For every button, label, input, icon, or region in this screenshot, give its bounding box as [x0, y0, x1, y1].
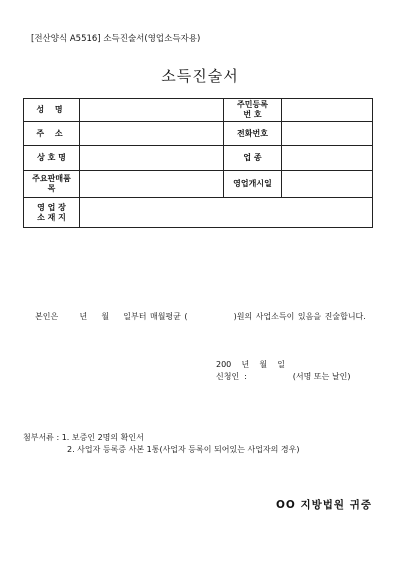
industry-field[interactable]	[282, 146, 373, 171]
business-start-field[interactable]	[282, 171, 373, 198]
address-label: 주 소	[24, 122, 80, 146]
table-row	[24, 171, 373, 198]
phone-label: 전화번호	[224, 122, 282, 146]
attachment-line-1: 첨부서류 : 1. 보증인 2명의 확인서	[23, 433, 144, 442]
court-addressee: OO 지방법원 귀중	[275, 499, 372, 511]
document-title: 소득진술서	[161, 67, 239, 85]
applicant-info-table	[23, 98, 373, 228]
trade-name-field[interactable]	[80, 146, 224, 171]
business-location-label	[24, 198, 80, 228]
main-items-label	[24, 171, 80, 198]
business-location-label-line2: 소 재 지	[37, 212, 66, 222]
table-row	[24, 198, 373, 228]
table-row	[24, 122, 373, 146]
name-label: 성 명	[24, 99, 80, 122]
address-field[interactable]	[80, 122, 224, 146]
resident-number-label-line2: 번 호	[243, 110, 262, 119]
resident-number-label-line1: 주민등록	[237, 100, 268, 109]
date-line: 200 년 월 일	[216, 360, 285, 369]
business-start-label: 영업개시일	[224, 171, 282, 198]
industry-label: 업 종	[224, 146, 282, 171]
declarant-signature-line: 신청인 : (서명 또는 날인)	[216, 372, 351, 381]
name-field[interactable]	[80, 99, 224, 122]
attachment-line-2: 2. 사업자 등록증 사본 1통(사업자 등록이 되어있는 사업자의 경우)	[67, 445, 300, 454]
form-code: [전산양식 A5516] 소득진술서(영업소득자용)	[31, 34, 201, 44]
main-items-label-line1: 주요판매품	[32, 174, 71, 183]
business-location-field[interactable]	[80, 198, 373, 228]
business-location-label-line1: 영 업 장	[37, 202, 66, 212]
table-row	[24, 99, 373, 122]
table-row	[24, 146, 373, 171]
phone-field[interactable]	[282, 122, 373, 146]
trade-name-label: 상 호 명	[24, 146, 80, 171]
resident-number-label	[224, 99, 282, 122]
resident-number-field[interactable]	[282, 99, 373, 122]
main-items-label-line2: 목	[47, 184, 56, 193]
main-items-field[interactable]	[80, 171, 224, 198]
income-statement-text: 본인은 년 월 일부터 매월평균 ( )원의 사업소득이 있음을 진술합니다.	[35, 312, 366, 321]
